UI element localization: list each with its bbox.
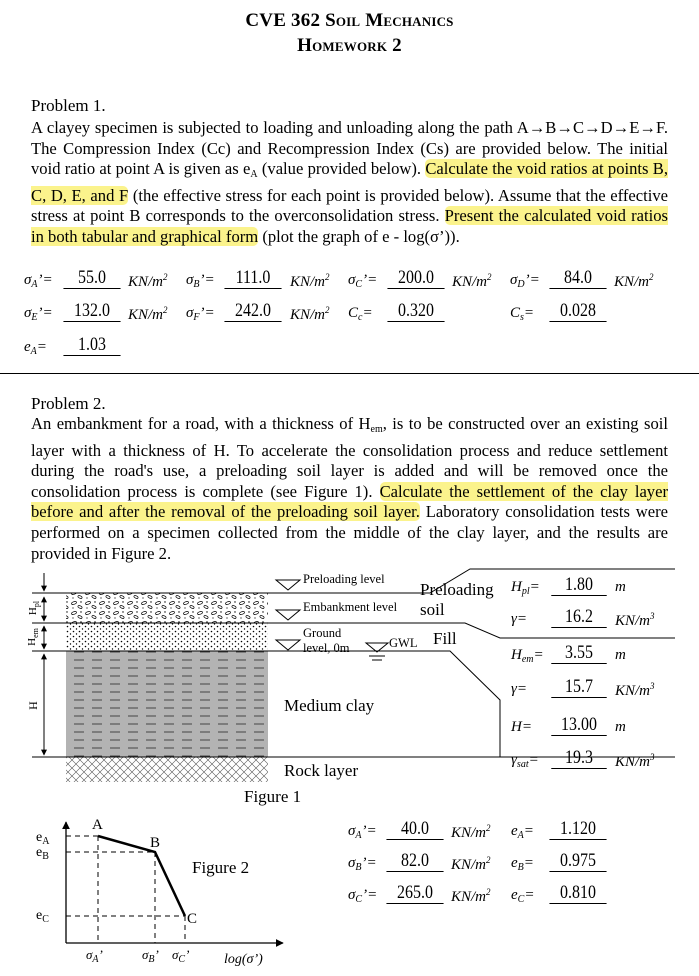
h-unit: m	[615, 719, 626, 735]
sigma-b-label: $\sigma_B’=$	[186, 272, 215, 290]
ec-axis-label: $e_C$	[36, 908, 49, 925]
h-value: 13.00	[551, 715, 606, 736]
f2-sigma-b-unit: $KN/m^2$	[451, 855, 491, 873]
point-b-label: B	[150, 835, 161, 851]
sigma-d-value: 84.0	[549, 268, 606, 289]
sigma-e-label: $\sigma_E’=$	[24, 305, 53, 323]
gamma-em-label: γ=	[511, 681, 528, 697]
hem-unit: m	[615, 647, 626, 663]
sigma-c-label: $\sigma_C’=$	[348, 272, 378, 290]
f2-sigma-a-unit: $KN/m^2$	[451, 823, 491, 841]
medium-clay-label: Medium clay	[284, 696, 375, 715]
preloading-level-label: Preloading level	[303, 572, 385, 586]
clay-column	[66, 651, 268, 757]
cc-value: 0.320	[387, 301, 444, 322]
gamma-em-value: 15.7	[551, 677, 606, 698]
problem1-statement: A clayey specimen is subjected to loading and unloading along the path A→B→C→D→E→F. The Compression Index (Cc) and Recompression Index (Cs) are provided below. The initial void ratio at point A is given as $e_A$ (value provided below). Calculate the void ratios at points B, C, D, E, and F (the effective stress for each point is provided below). Assume that the effective stress at point B corresponds to the overconsolidation stress. Present the calculated void ratios in both tabular and graphical form (plot the graph of e - log(σ’)).	[31, 118, 669, 246]
gamma-sat-label: $\gamma_{sat}=$	[511, 752, 539, 770]
f2-ec-label: $e_C=$	[511, 887, 535, 905]
gamma-sat-value: 19.3	[551, 748, 606, 769]
f2-ea-label: $e_A=$	[511, 823, 534, 841]
sigma-a-value: 55.0	[63, 268, 120, 289]
hpl-label: $H_{pl}=$	[511, 579, 540, 597]
eb-axis-label: $e_B$	[36, 845, 49, 862]
preloading-soil-label-1: Preloading	[420, 580, 494, 599]
hem-value: 3.55	[551, 643, 606, 664]
point-a-label: A	[92, 817, 103, 833]
f2-eb-value: 0.975	[549, 851, 606, 872]
problem2-highlight: Calculate the settlement of the clay layer before and after the removal of the preloading soil layer.	[31, 481, 668, 522]
embankment-level-label: Embankment level	[303, 600, 398, 614]
f2-sigma-c-label: $\sigma_C’=$	[348, 887, 378, 905]
page-subtitle: Homework 2	[297, 35, 402, 56]
fill-label: Fill	[433, 629, 457, 648]
gamma-pl-unit: $KN/m^3$	[615, 611, 655, 629]
f2-sigma-a-value: 40.0	[386, 819, 443, 840]
gamma-pl-value: 16.2	[551, 607, 606, 628]
f2-sigma-c-value: 265.0	[386, 883, 443, 904]
f2-sigma-b-value: 82.0	[386, 851, 443, 872]
gamma-pl-label: γ=	[511, 611, 528, 627]
sigma-d-label: $\sigma_D’=$	[510, 272, 540, 290]
sigma-c-value: 200.0	[387, 268, 444, 289]
f2-eb-label: $e_B=$	[511, 855, 534, 873]
sigma-b-unit: $KN/m^2$	[290, 272, 330, 290]
f2-sigma-a-label: $\sigma_A’=$	[348, 823, 377, 841]
problem2-statement: An embankment for a road, with a thickness of $H_{em}$, is to be constructed over an existing soil layer with a thickness of H. To accelerate the consolidation process and reduce settlement during the road's use, a preloading soil layer is added and will be removed once the consolidation process is complete (see Figure 1). Calculate the settlement of the clay layer before and after the removal of the preloading soil layer. Laboratory consolidation tests were performed on a specimen collected from the middle of the clay layer, and the results are provided in Figure 2.	[31, 414, 668, 563]
h-label: H=	[511, 719, 532, 735]
gwl-label: GWL	[389, 636, 418, 650]
problem1-highlight-calc: Calculate the void ratios at points B, C, D, E, and F	[31, 159, 668, 205]
rock-layer-label: Rock layer	[284, 761, 359, 780]
hpl-value: 1.80	[551, 575, 606, 596]
hpl-unit: m	[615, 579, 626, 595]
problem2-title: Problem 2.	[31, 394, 106, 413]
rock-column	[66, 757, 268, 782]
hem-dim-label: $H_{em}$	[25, 628, 40, 646]
sigma-d-unit: $KN/m^2$	[614, 272, 654, 290]
preloading-soil-column	[66, 593, 268, 623]
sigma-e-unit: $KN/m^2$	[128, 305, 168, 323]
ground-level-label-1: Ground	[303, 626, 342, 640]
gamma-em-unit: $KN/m^3$	[615, 681, 655, 699]
sigma-a-axis-label: $\sigma_A$’	[86, 947, 103, 965]
f2-ec-value: 0.810	[549, 883, 606, 904]
sigma-f-value: 242.0	[224, 301, 281, 322]
cc-label: $C_c=$	[348, 305, 373, 323]
sigma-c-axis-label: $\sigma_C$’	[172, 947, 190, 965]
sigma-f-label: $\sigma_F’=$	[186, 305, 215, 323]
h-dim-label: H	[25, 701, 40, 710]
cs-label: $C_s=$	[510, 305, 535, 323]
ea-value: 1.03	[63, 335, 120, 356]
ea-label: $e_A=$	[24, 339, 47, 357]
f2-sigma-b-label: $\sigma_B’=$	[348, 855, 377, 873]
hem-label: $H_{em}=$	[511, 647, 544, 665]
sigma-a-unit: $KN/m^2$	[128, 272, 168, 290]
hpl-dim-label: $H_{pl}$	[27, 600, 42, 616]
sigma-f-unit: $KN/m^2$	[290, 305, 330, 323]
sigma-a-label: $\sigma_A’=$	[24, 272, 53, 290]
sigma-e-value: 132.0	[63, 301, 120, 322]
ground-level-label-2: level, 0m	[303, 641, 350, 655]
gamma-sat-unit: $KN/m^3$	[615, 752, 655, 770]
preloading-soil-label-2: soil	[420, 600, 445, 619]
problem1-title: Problem 1.	[31, 96, 106, 115]
fill-column	[66, 623, 268, 651]
figure2-caption: Figure 2	[192, 858, 250, 877]
ea-axis-label: $e_A$	[36, 830, 50, 847]
page-title: CVE 362 Soil Mechanics	[245, 10, 454, 31]
figure1-caption: Figure 1	[244, 787, 302, 806]
problem1-highlight-present: Present the calculated void ratios in both tabular and graphical form	[31, 206, 668, 246]
sigma-b-axis-label: $\sigma_B$’	[142, 947, 159, 965]
cs-value: 0.028	[549, 301, 606, 322]
sigma-c-unit: $KN/m^2$	[452, 272, 492, 290]
log-sigma-axis-label: log(σ’)	[224, 952, 263, 967]
f2-sigma-c-unit: $KN/m^2$	[451, 887, 491, 905]
f2-ea-value: 1.120	[549, 819, 606, 840]
point-c-label: C	[187, 911, 198, 927]
sigma-b-value: 111.0	[224, 268, 281, 289]
figure2-curve	[98, 836, 185, 916]
